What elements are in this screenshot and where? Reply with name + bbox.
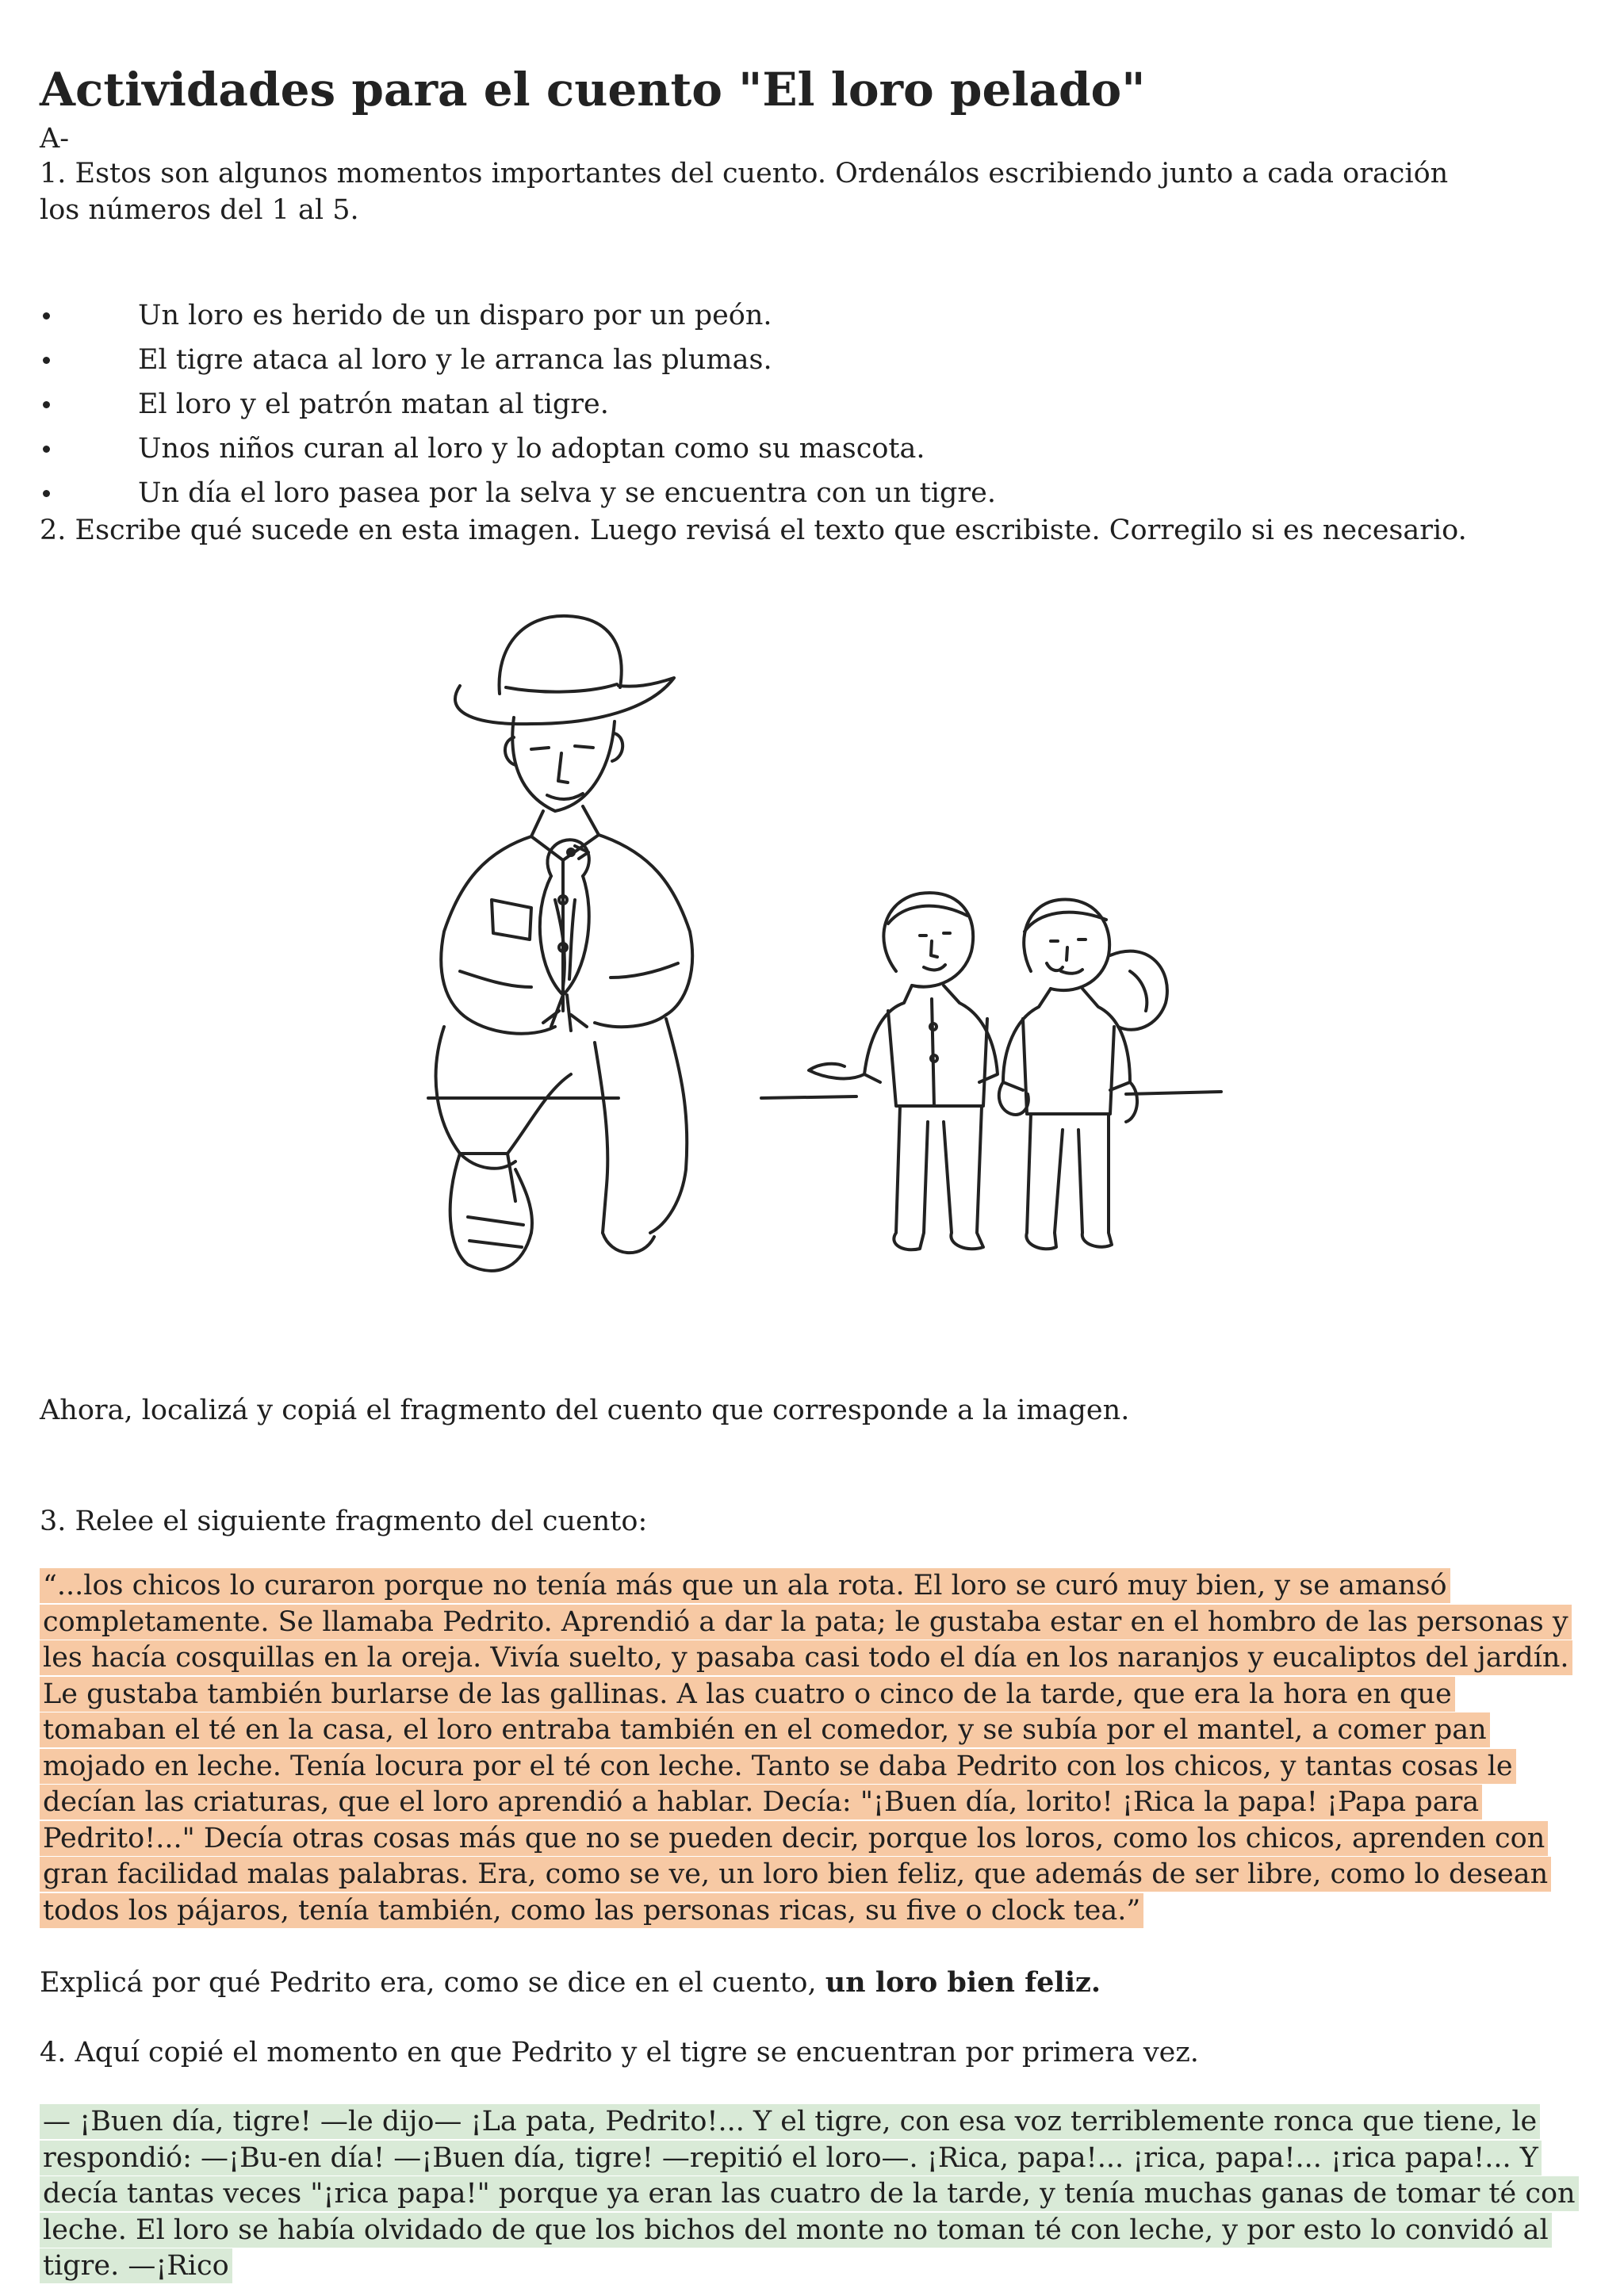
explain-prompt-text: Explicá por qué Pedrito era, como se dice en el cuento, [40,1967,825,1999]
story-fragment-text: “...los chicos lo curaron porque no tenía más que un ala rota. El loro se curó muy bien, y se amansó completamente. Se llamaba Pedrito. Aprendió a dar la pata; le gustaba estar en el hombro de las personas y les hacía cosquillas en la oreja. Vivía suelto, y pasaba casi todo el día en los naranjos y eucaliptos del jardín. Le gustaba también burlarse de las gallinas. A las cuatro o cinco de la tarde, que era la hora en que tomaban el té en la casa, el loro entraba también en el comedor, y se subía por el mantel, a comer pan mojado en leche. Tenía locura por el té con leche. Tanto se daba Pedrito con los chicos, y tantas cosas le decían las criaturas, que el loro aprendió a hablar. Decía: "¡Buen día, lorito! ¡Rica la papa! ¡Papa para Pedrito!..." Decía otras cosas más que no se pueden decir, porque los loros, como los chicos, aprenden con gran facilidad malas palabras. Era, como se ve, un loro bien feliz, que además de ser libre, como lo desean todos los pájaros, tenía también, como las personas ricas, su five o clock tea.” [40,1568,1572,1928]
list-item-text: Unos niños curan al loro y lo adoptan como su mascota. [138,433,925,465]
bullet-icon [43,312,50,320]
explain-prompt-bold: un loro bien feliz. [825,1966,1101,1999]
event-list [40,293,996,515]
list-item-text: Un loro es herido de un disparo por un peón. [138,300,772,331]
bullet-icon [43,446,50,453]
explain-prompt [40,1965,1101,2001]
question-4: 4. Aquí copié el momento en que Pedrito y el tigre se encuentran por primera vez. [40,2037,1199,2068]
bullet-icon [43,401,50,408]
list-item-text: El loro y el patrón matan al tigre. [138,388,609,420]
list-item [40,382,996,427]
page-title: Actividades para el cuento "El loro pelado" [40,63,1146,117]
bullet-icon [43,490,50,497]
question-1: 1. Estos son algunos momentos importantes del cuento. Ordenálos escribiendo junto a cada oración los números del 1 al 5. [40,158,1449,226]
dialogue-fragment-highlighted [40,2104,1578,2285]
list-item [40,471,996,515]
question-2-followup: Ahora, localizá y copiá el fragmento del cuento que corresponde a la imagen. [40,1395,1130,1426]
section-letter: A- [40,123,70,155]
list-item [40,293,996,338]
list-item [40,427,996,471]
list-item-text: El tigre ataca al loro y le arranca las plumas. [138,344,772,376]
list-item-text: Un día el loro pasea por la selva y se encuentra con un tigre. [138,477,996,509]
question-3: 3. Relee el siguiente fragmento del cuento: [40,1506,648,1537]
story-fragment-highlighted [40,1568,1578,1929]
bullet-icon [43,357,50,364]
story-illustration [412,599,1237,1376]
list-item [40,338,996,382]
dialogue-fragment-text: — ¡Buen día, tigre! —le dijo— ¡La pata, Pedrito!... Y el tigre, con esa voz terriblemente ronca que tiene, le respondió: —¡Bu-en día! —¡Buen día, tigre! —repitió el loro—. ¡Rica, papa!... ¡rica, papa!... ¡rica papa!... Y decía tantas veces "¡rica papa!" porque ya eran las cuatro de la tarde, y tenía muchas ganas de tomar té con leche. El loro se había olvidado de que los bichos del monte no toman té con leche, y por esto lo convidó al tigre. —¡Rico [40,2104,1579,2283]
question-2: 2. Escribe qué sucede en esta imagen. Luego revisá el texto que escribiste. Corregilo si es necesario. [40,515,1467,546]
